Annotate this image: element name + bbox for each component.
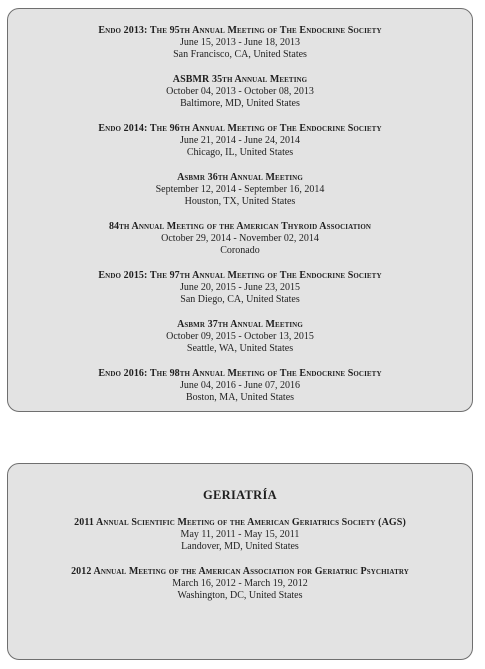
event-title: Endo 2014: The 96th Annual Meeting of The Endocrine Society	[98, 123, 382, 134]
event-title: 2012 Annual Meeting of the American Association for Geriatric Psychiatry	[71, 566, 409, 577]
event-title: Endo 2013: The 95th Annual Meeting of The Endocrine Society	[98, 25, 382, 36]
event-title: Asbmr 37th Annual Meeting	[177, 319, 303, 330]
event-location: San Diego, CA, United States	[180, 294, 300, 305]
event-dates: March 16, 2012 - March 19, 2012	[172, 578, 308, 589]
event-location: San Francisco, CA, United States	[173, 49, 307, 60]
event-item	[8, 517, 472, 553]
event-item	[8, 172, 472, 208]
event-dates: May 11, 2011 - May 15, 2011	[180, 529, 300, 540]
event-dates: June 20, 2015 - June 23, 2015	[180, 282, 300, 293]
event-item	[8, 221, 472, 257]
event-title: 84th Annual Meeting of the American Thyroid Association	[108, 221, 372, 232]
event-title: 2011 Annual Scientific Meeting of the American Geriatrics Society (AGS)	[74, 517, 406, 528]
event-location: Boston, MA, United States	[185, 392, 295, 403]
event-dates: June 21, 2014 - June 24, 2014	[180, 135, 300, 146]
event-dates: September 12, 2014 - September 16, 2014	[155, 184, 325, 195]
event-item	[8, 25, 472, 61]
event-location: Baltimore, MD, United States	[180, 98, 300, 109]
section-title: GERIATRÍA	[202, 488, 277, 502]
event-title: Endo 2015: The 97th Annual Meeting of The Endocrine Society	[98, 270, 382, 281]
endocrinology-events-panel	[7, 8, 473, 412]
event-item	[8, 566, 472, 602]
event-location: Washington, DC, United States	[177, 590, 303, 601]
event-title: Endo 2016: The 98th Annual Meeting of The Endocrine Society	[98, 368, 382, 379]
event-dates: October 29, 2014 - November 02, 2014	[161, 233, 319, 244]
event-item	[8, 123, 472, 159]
event-location: Chicago, IL, United States	[186, 147, 294, 158]
event-item	[8, 270, 472, 306]
event-dates: October 09, 2015 - October 13, 2015	[166, 331, 314, 342]
event-title: ASBMR 35th Annual Meeting	[172, 74, 308, 85]
event-dates: June 04, 2016 - June 07, 2016	[180, 380, 300, 391]
event-dates: June 15, 2013 - June 18, 2013	[180, 37, 300, 48]
event-item	[8, 74, 472, 110]
event-location: Seattle, WA, United States	[186, 343, 294, 354]
geriatrics-events-panel	[7, 463, 473, 660]
event-location: Coronado	[220, 245, 260, 256]
event-title: Asbmr 36th Annual Meeting	[177, 172, 303, 183]
event-dates: October 04, 2013 - October 08, 2013	[166, 86, 314, 97]
event-location: Houston, TX, United States	[184, 196, 296, 207]
event-location: Landover, MD, United States	[181, 541, 299, 552]
event-item	[8, 319, 472, 355]
event-item	[8, 368, 472, 404]
